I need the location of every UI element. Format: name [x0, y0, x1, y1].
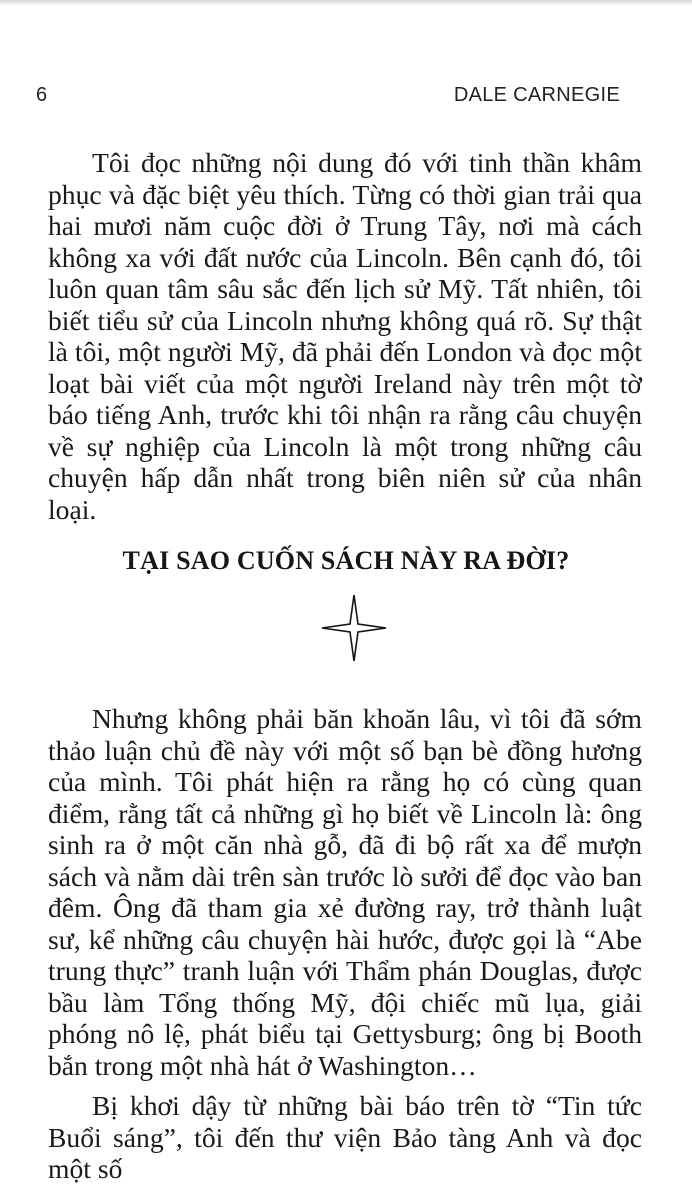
four-point-star-icon — [320, 593, 388, 663]
top-edge-rule — [0, 0, 692, 6]
paragraph: Nhưng không phải băn khoăn lâu, vì tôi đã sớm thảo luận chủ đề này với một số bạn bè đồng hương của mình. Tôi phát hiện ra rằng họ có cùng quan điểm, rằng tất cả những gì họ biết về Lincoln là: ông sinh ra ở một căn nhà gỗ, đã đi bộ rất xa để mượn sách và nằm dài trên sàn trước lò sưởi để đọc vào ban đêm. Ông đã tham gia xẻ đường ray, trở thành luật sư, kể những câu chuyện hài hước, được gọi là “Abe trung thực” tranh luận với Thẩm phán Douglas, được bầu làm Tổng thống Mỹ, đội chiếc mũ lụa, giải phóng nô lệ, phát biểu tại Gettysburg; ông bị Booth bắn trong một nhà hát ở Washington… — [48, 703, 642, 1081]
section-heading: TẠI SAO CUỐN SÁCH NÀY RA ĐỜI? — [122, 546, 570, 575]
paragraph: Tôi đọc những nội dung đó với tinh thần khâm phục và đặc biệt yêu thích. Từng có thời gian trải qua hai mươi năm cuộc đời ở Trung Tây, nơi mà cách không xa với đất nước của Lincoln. Bên cạnh đó, tôi luôn quan tâm sâu sắc đến lịch sử Mỹ. Tất nhiên, tôi biết tiểu sử của Lincoln nhưng không quá rõ. Sự thật là tôi, một người Mỹ, đã phải đến London và đọc một loạt bài viết của một người Ireland này trên một tờ báo tiếng Anh, trước khi tôi nhận ra rằng câu chuyện về sự nghiệp của Lincoln là một trong những câu chuyện hấp dẫn nhất trong biên niên sử của nhân loại. — [48, 147, 642, 525]
page-number: 6 — [36, 84, 48, 106]
running-header — [0, 84, 692, 114]
text-block-after-heading — [48, 703, 642, 1185]
text-block-before-heading — [48, 147, 642, 525]
paragraph: Bị khơi dậy từ những bài báo trên tờ “Tin tức Buổi sáng”, tôi đến thư viện Bảo tàng Anh và đọc một số — [48, 1090, 642, 1184]
running-header-author: DALE CARNEGIE — [453, 84, 620, 106]
